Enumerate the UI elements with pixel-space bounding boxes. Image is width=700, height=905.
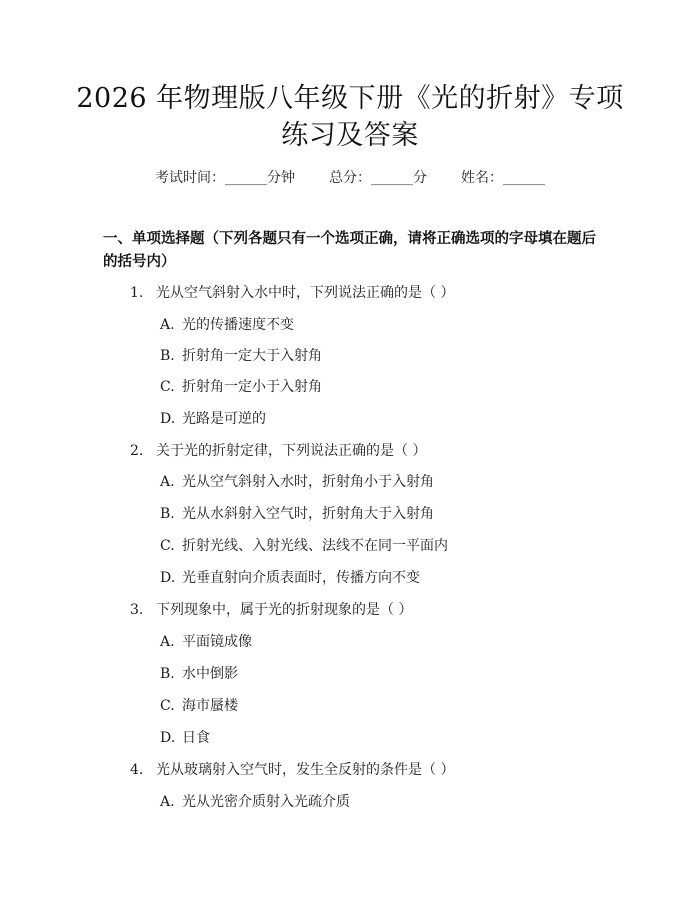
question-text: 光从玻璃射入空气时，发生全反射的条件是（ ） <box>156 762 455 778</box>
section-heading: 一、单项选择题（下列各题只有一个选项正确，请将正确选项的字母填在题后的括号内） <box>103 231 596 270</box>
option-text: 光路是可逆的 <box>182 411 266 427</box>
question-3-option-a <box>160 633 252 651</box>
option-letter: A. <box>160 794 175 810</box>
option-text: 光从光密介质射入光疏介质 <box>182 794 350 810</box>
question-2-option-c <box>160 537 448 555</box>
question-3-option-d <box>160 729 210 747</box>
option-text: 光从空气斜射入水时，折射角小于入射角 <box>182 474 434 490</box>
option-text: 日食 <box>182 730 210 746</box>
option-text: 折射角一定小于入射角 <box>182 379 322 395</box>
option-text: 光的传播速度不变 <box>182 317 294 333</box>
option-letter: A. <box>160 317 175 333</box>
question-3-option-c <box>160 697 238 715</box>
option-text: 光垂直射向介质表面时，传播方向不变 <box>182 570 420 586</box>
question-2 <box>130 442 426 460</box>
option-text: 折射角一定大于入射角 <box>182 348 322 364</box>
question-4-option-a <box>160 793 350 811</box>
option-text: 平面镜成像 <box>182 634 252 650</box>
question-2-option-a <box>160 473 434 491</box>
exam-info <box>0 167 700 187</box>
option-letter: A. <box>160 634 175 650</box>
question-1 <box>130 284 454 302</box>
option-letter: D. <box>160 411 176 427</box>
question-text: 光从空气斜射入水中时，下列说法正确的是（ ） <box>156 285 455 301</box>
document-title-line-2: 练习及答案 <box>281 120 419 151</box>
option-letter: B. <box>160 506 175 522</box>
option-letter: D. <box>160 730 176 746</box>
option-letter: A. <box>160 474 175 490</box>
question-3-option-b <box>160 665 238 683</box>
option-text: 海市蜃楼 <box>182 698 238 714</box>
option-letter: B. <box>160 348 175 364</box>
option-text: 折射光线、入射光线、法线不在同一平面内 <box>182 538 448 554</box>
option-letter: D. <box>160 570 176 586</box>
question-number: 2. <box>130 443 144 459</box>
option-letter: B. <box>160 666 175 682</box>
question-1-option-d <box>160 410 266 428</box>
question-3 <box>130 601 412 619</box>
question-1-option-c <box>160 378 322 396</box>
question-4 <box>130 761 454 779</box>
option-letter: C. <box>160 698 175 714</box>
question-number: 1. <box>130 285 144 301</box>
option-letter: C. <box>160 538 175 554</box>
question-2-option-d <box>160 569 420 587</box>
question-text: 关于光的折射定律，下列说法正确的是（ ） <box>156 443 427 459</box>
question-1-option-a <box>160 316 294 334</box>
exam-time-field: 考试时间：______分钟 <box>155 170 295 186</box>
question-number: 3. <box>130 602 144 618</box>
option-text: 光从水斜射入空气时，折射角大于入射角 <box>182 506 434 522</box>
document-title-line-1: 2026 年物理版八年级下册《光的折射》专项 <box>76 83 624 114</box>
option-letter: C. <box>160 379 175 395</box>
question-2-option-b <box>160 505 434 523</box>
question-1-option-b <box>160 347 322 365</box>
student-name-field: 姓名：______ <box>461 170 545 186</box>
option-text: 水中倒影 <box>182 666 238 682</box>
question-text: 下列现象中，属于光的折射现象的是（ ） <box>156 602 413 618</box>
question-number: 4. <box>130 762 144 778</box>
total-score-field: 总分：______分 <box>329 170 427 186</box>
